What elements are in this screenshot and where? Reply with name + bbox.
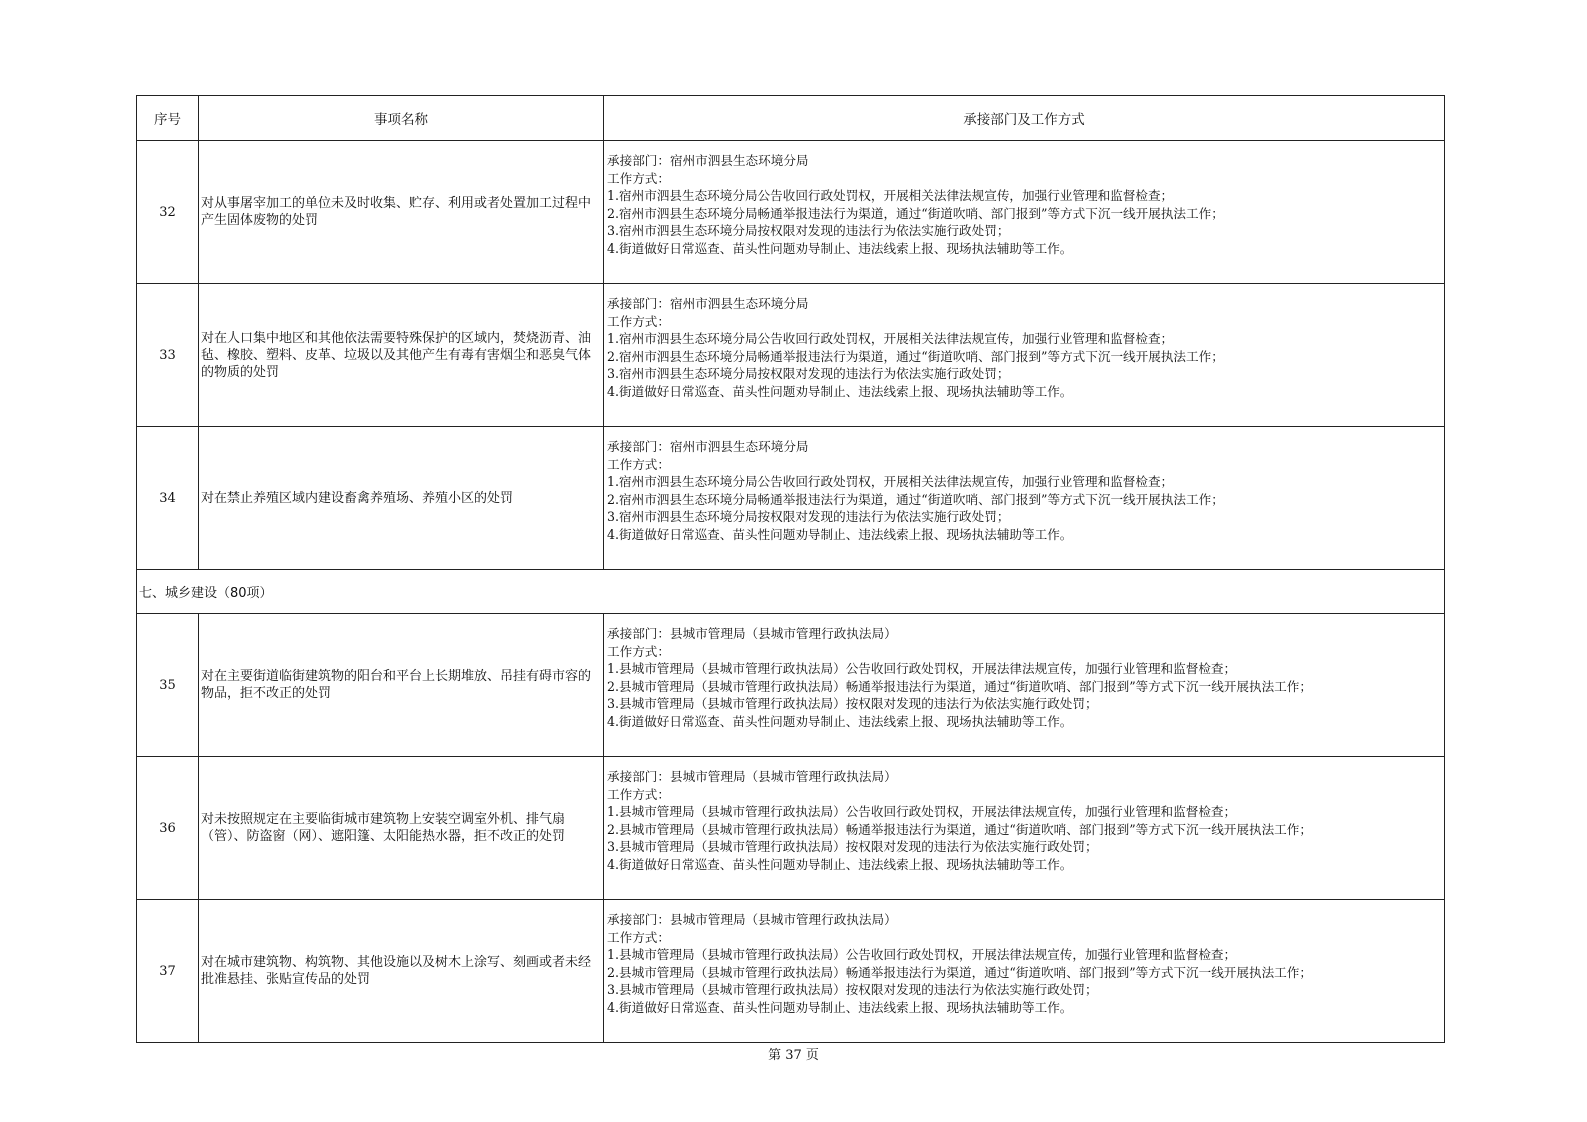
department-line: 承接部门：县城市管理局（县城市管理行政执法局）	[607, 769, 897, 784]
table-row	[137, 900, 1445, 1043]
work-method	[604, 141, 1445, 284]
row-number: 35	[137, 614, 199, 757]
method-label: 工作方式：	[607, 456, 670, 472]
row-number: 32	[137, 141, 199, 284]
method-step: 1.县城市管理局（县城市管理行政执法局）公告收回行政处罚权，开展法律法规宣传，加强行业管理和监督检查；	[607, 804, 1237, 819]
section-row	[137, 570, 1445, 614]
work-method	[604, 284, 1445, 427]
method-step: 3.县城市管理局（县城市管理行政执法局）按权限对发现的违法行为依法实施行政处罚；	[607, 982, 1098, 997]
method-step: 3.宿州市泗县生态环境分局按权限对发现的违法行为依法实施行政处罚；	[607, 366, 1010, 381]
method-step: 1.宿州市泗县生态环境分局公告收回行政处罚权，开展相关法律法规宣传，加强行业管理和监督检查；	[607, 331, 1174, 346]
table-row	[137, 141, 1445, 284]
method-step: 1.宿州市泗县生态环境分局公告收回行政处罚权，开展相关法律法规宣传，加强行业管理和监督检查；	[607, 474, 1174, 489]
method-step: 3.县城市管理局（县城市管理行政执法局）按权限对发现的违法行为依法实施行政处罚；	[607, 839, 1098, 854]
matters-table	[136, 95, 1445, 1043]
department-line: 承接部门：县城市管理局（县城市管理行政执法局）	[607, 912, 897, 927]
matter-name: 对从事屠宰加工的单位未及时收集、贮存、利用或者处置加工过程中产生固体废物的处罚	[199, 141, 604, 284]
method-step: 1.县城市管理局（县城市管理行政执法局）公告收回行政处罚权，开展法律法规宣传，加强行业管理和监督检查；	[607, 947, 1237, 962]
method-step: 1.宿州市泗县生态环境分局公告收回行政处罚权，开展相关法律法规宣传，加强行业管理和监督检查；	[607, 188, 1174, 203]
method-step: 3.县城市管理局（县城市管理行政执法局）按权限对发现的违法行为依法实施行政处罚；	[607, 696, 1098, 711]
method-label: 工作方式：	[607, 313, 670, 329]
page-number: 第 37 页	[768, 1048, 819, 1063]
method-step: 4.街道做好日常巡查、苗头性问题劝导制止、违法线索上报、现场执法辅助等工作。	[607, 856, 1073, 872]
method-step: 4.街道做好日常巡查、苗头性问题劝导制止、违法线索上报、现场执法辅助等工作。	[607, 240, 1073, 256]
work-method	[604, 427, 1445, 570]
table-row	[137, 427, 1445, 570]
method-step: 2.县城市管理局（县城市管理行政执法局）畅通举报违法行为渠道，通过“街道吹哨、部门报到”等方式下沉一线开展执法工作；	[607, 678, 1312, 694]
row-number: 37	[137, 900, 199, 1043]
row-number: 33	[137, 284, 199, 427]
header-row	[137, 96, 1445, 141]
method-label: 工作方式：	[607, 643, 670, 659]
method-step: 2.宿州市泗县生态环境分局畅通举报违法行为渠道，通过“街道吹哨、部门报到”等方式下沉一线开展执法工作；	[607, 205, 1224, 221]
department-line: 承接部门：宿州市泗县生态环境分局	[607, 439, 809, 454]
method-step: 4.街道做好日常巡查、苗头性问题劝导制止、违法线索上报、现场执法辅助等工作。	[607, 999, 1073, 1015]
method-step: 3.宿州市泗县生态环境分局按权限对发现的违法行为依法实施行政处罚；	[607, 509, 1010, 524]
department-line: 承接部门：宿州市泗县生态环境分局	[607, 296, 809, 311]
department-line: 承接部门：宿州市泗县生态环境分局	[607, 153, 809, 168]
row-number: 34	[137, 427, 199, 570]
header-matter-name: 事项名称	[199, 96, 604, 141]
method-step: 3.宿州市泗县生态环境分局按权限对发现的违法行为依法实施行政处罚；	[607, 223, 1010, 238]
work-method	[604, 614, 1445, 757]
row-number: 36	[137, 757, 199, 900]
matter-name: 对未按照规定在主要临街城市建筑物上安装空调室外机、排气扇（管）、防盗窗（网）、遮阳篷、太阳能热水器，拒不改正的处罚	[199, 757, 604, 900]
table-row	[137, 284, 1445, 427]
method-step: 2.县城市管理局（县城市管理行政执法局）畅通举报违法行为渠道，通过“街道吹哨、部门报到”等方式下沉一线开展执法工作；	[607, 821, 1312, 837]
method-step: 4.街道做好日常巡查、苗头性问题劝导制止、违法线索上报、现场执法辅助等工作。	[607, 713, 1073, 729]
method-label: 工作方式：	[607, 170, 670, 186]
method-step: 2.宿州市泗县生态环境分局畅通举报违法行为渠道，通过“街道吹哨、部门报到”等方式下沉一线开展执法工作；	[607, 348, 1224, 364]
work-method	[604, 757, 1445, 900]
matter-name: 对在人口集中地区和其他依法需要特殊保护的区域内，焚烧沥青、油毡、橡胶、塑料、皮革、垃圾以及其他产生有毒有害烟尘和恶臭气体的物质的处罚	[199, 284, 604, 427]
method-step: 2.宿州市泗县生态环境分局畅通举报违法行为渠道，通过“街道吹哨、部门报到”等方式下沉一线开展执法工作；	[607, 491, 1224, 507]
method-step: 1.县城市管理局（县城市管理行政执法局）公告收回行政处罚权，开展法律法规宣传，加强行业管理和监督检查；	[607, 661, 1237, 676]
method-step: 4.街道做好日常巡查、苗头性问题劝导制止、违法线索上报、现场执法辅助等工作。	[607, 526, 1073, 542]
method-step: 2.县城市管理局（县城市管理行政执法局）畅通举报违法行为渠道，通过“街道吹哨、部门报到”等方式下沉一线开展执法工作；	[607, 964, 1312, 980]
matter-name: 对在主要街道临街建筑物的阳台和平台上长期堆放、吊挂有碍市容的物品，拒不改正的处罚	[199, 614, 604, 757]
method-label: 工作方式：	[607, 786, 670, 802]
department-line: 承接部门：县城市管理局（县城市管理行政执法局）	[607, 626, 897, 641]
work-method	[604, 900, 1445, 1043]
method-label: 工作方式：	[607, 929, 670, 945]
header-number: 序号	[137, 96, 199, 141]
matter-name: 对在城市建筑物、构筑物、其他设施以及树木上涂写、刻画或者未经批准悬挂、张贴宣传品的处罚	[199, 900, 604, 1043]
matter-name: 对在禁止养殖区域内建设畜禽养殖场、养殖小区的处罚	[199, 427, 604, 570]
header-department-method: 承接部门及工作方式	[604, 96, 1445, 141]
table-row	[137, 757, 1445, 900]
table-row	[137, 614, 1445, 757]
section-title: 七、城乡建设（80项）	[137, 570, 1445, 614]
method-step: 4.街道做好日常巡查、苗头性问题劝导制止、违法线索上报、现场执法辅助等工作。	[607, 383, 1073, 399]
